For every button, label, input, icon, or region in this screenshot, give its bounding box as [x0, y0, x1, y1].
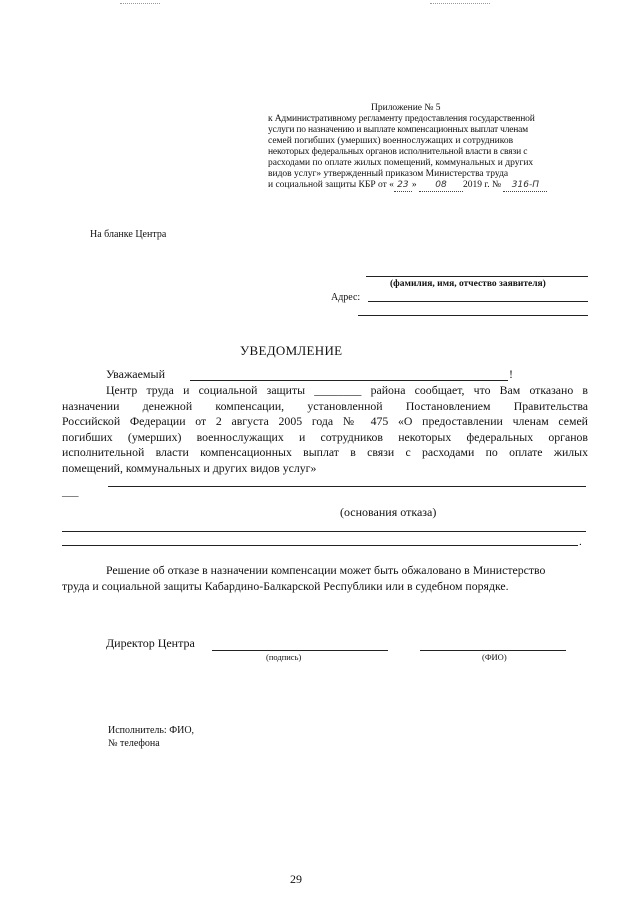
refusal-dash: ___: [62, 486, 79, 498]
date-year: 2019 г. №: [463, 180, 502, 190]
appendix-date-line: [268, 180, 598, 192]
body-line: Центр труда и социальной защиты ________ района сообщает, что Вам отказано в: [106, 383, 588, 397]
letterhead-note: На бланке Центра: [90, 229, 167, 240]
body-line: погибших (умерших) военнослужащих и сотрудников некоторых федеральных органов: [62, 429, 588, 444]
handwritten-number: 316-П: [503, 180, 547, 192]
appendix-line: видов услуг» утвержденный приказом Министерства труда: [268, 169, 509, 179]
date-prefix: и социальной защиты КБР от «: [268, 180, 394, 190]
document-title: УВЕДОМЛЕНИЕ: [240, 343, 343, 358]
signature-label: Директор Центра: [106, 636, 195, 650]
body-line: Российской Федерации от 2 августа 2005 года № 475 «О предоставлении членам семей: [62, 414, 588, 428]
appendix-line: услуги по назначению и выплате компенсационных выплат членам: [268, 125, 528, 135]
appendix-line: расходами по оплате жилых помещений, коммунальных и других: [268, 158, 534, 168]
handwritten-month: 08: [419, 180, 463, 192]
applicant-name-caption: (фамилия, имя, отчество заявителя): [390, 279, 546, 289]
executor-line: Исполнитель: ФИО,: [108, 725, 195, 736]
salutation-name-line: [190, 380, 508, 381]
body-line-last: помещений, коммунальных и других видов услуг»: [62, 460, 317, 475]
appendix-block: [268, 103, 598, 192]
salutation: Уважаемый: [106, 367, 165, 381]
signature-line: [212, 650, 388, 651]
appeal-line: труда и социальной защиты Кабардино-Балкарской Республики или в судебном порядке.: [62, 579, 509, 593]
appendix-line: к Административному регламенту предоставления государственной: [268, 114, 535, 124]
fio-line: [420, 650, 566, 651]
appendix-line: семей погибших (умерших) военнослужащих и сотрудников: [268, 136, 514, 146]
applicant-name-line: [366, 276, 588, 277]
scan-artifact: [430, 3, 490, 4]
executor-line: № телефона: [108, 738, 160, 749]
refusal-line-2: [62, 531, 586, 532]
appendix-number: Приложение № 5: [371, 103, 441, 113]
refusal-period: .: [579, 536, 582, 548]
address-label: Адрес:: [331, 292, 361, 303]
date-mid: »: [411, 180, 417, 190]
refusal-line-1: [108, 486, 586, 487]
appeal-line: Решение об отказе в назначении компенсации может быть обжаловано в Министерство: [106, 563, 546, 577]
salutation-end: !: [509, 367, 513, 381]
signature-caption: (подпись): [266, 652, 302, 662]
appeal-text: [62, 562, 592, 594]
body-line: назначении денежной компенсации, установленной Постановлением Правительства: [62, 398, 588, 413]
notice-body: [62, 383, 588, 476]
body-line: исполнительной власти компенсационных выплат в связи с расходами по оплате жилых: [62, 445, 588, 459]
fio-caption: (ФИО): [482, 652, 507, 662]
appendix-line: некоторых федеральных органов исполнительной власти в связи с: [268, 147, 528, 157]
handwritten-day: 23: [394, 180, 412, 192]
refusal-caption: (основания отказа): [340, 505, 437, 519]
scan-artifact: [120, 3, 160, 4]
executor-info: [108, 724, 194, 750]
address-line-2: [358, 315, 588, 316]
page-number: 29: [290, 872, 302, 886]
address-line-1: [368, 301, 588, 302]
refusal-line-3: [62, 545, 578, 546]
